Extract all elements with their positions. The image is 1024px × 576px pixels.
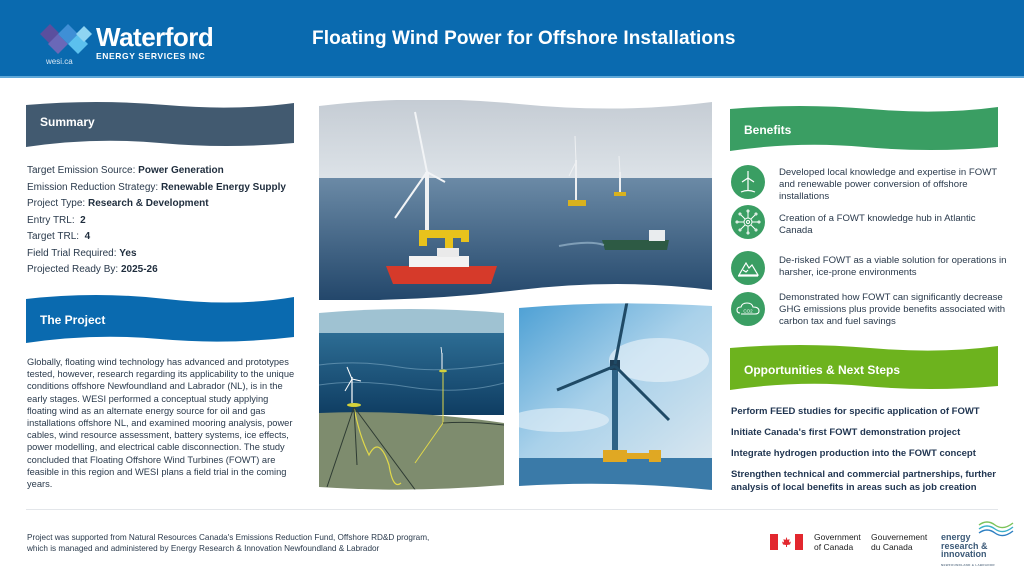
iceberg-icon — [731, 251, 765, 285]
summary-item: Emission Reduction Strategy: Renewable Energy Supply — [27, 181, 286, 193]
summary-heading: Summary — [40, 115, 95, 129]
benefit-text: Creation of a FOWT knowledge hub in Atlantic Canada — [779, 213, 976, 237]
summary-item: Projected Ready By: 2025-26 — [27, 264, 158, 275]
svg-text:CO2: CO2 — [743, 308, 753, 314]
eri-wordmark: energy research & innovation NEWFOUNDLAND & LABRADOR — [941, 532, 995, 567]
opportunity-item: Perform FEED studies for specific application of FOWT — [731, 406, 980, 417]
funding-acknowledgement — [27, 533, 429, 554]
wind-turbine-icon — [731, 165, 765, 199]
summary-list — [27, 163, 286, 279]
project-description: Globally, floating wind technology has advanced and prototypes tested, however, research regarding its applicability to the unique conditions offshore Newfoundland and Labrador (NL), is in the early stages. WESI performed a conceptual study applying floating wind as an alternate energy source for oil and gas installations offshore NL, and examined mooring analysis, power cables, wind resource assessment, battery systems, ice effects, power modelling, and electrical cable disconnection. The study concluded that Floating Offshore Wind Turbines (FOWT) are feasible in this region and WESI plans a field trial in the coming years. — [27, 357, 295, 490]
benefit-item — [731, 292, 1021, 332]
opportunity-item: Initiate Canada's first FOWT demonstration project — [731, 427, 961, 438]
summary-item: Entry TRL: 2 — [27, 214, 86, 226]
floating-turbine-closeup-photo — [519, 300, 712, 500]
benefit-item — [731, 165, 1021, 205]
energy-research-innovation-logo — [941, 519, 1021, 569]
benefit-item — [731, 251, 1021, 291]
project-heading: The Project — [40, 313, 106, 327]
benefit-text: De-risked FOWT as a viable solution for operations in harsher, ice-prone environments — [779, 255, 1007, 279]
funding-line: Project was supported from Natural Resources Canada's Emissions Reduction Fund, Offshore RD&D program, — [27, 533, 430, 542]
network-hub-icon — [731, 205, 765, 239]
benefits-heading-banner — [730, 105, 998, 151]
benefits-heading: Benefits — [744, 123, 792, 137]
mooring-diagram-photo — [319, 305, 504, 503]
benefit-text: Developed local knowledge and expertise in FOWT and renewable power conversion of offshore installations — [779, 167, 997, 203]
company-name: Waterford — [96, 22, 214, 52]
opportunity-item: Integrate hydrogen production into the FOWT concept — [731, 448, 976, 459]
government-en: Government of Canada — [814, 532, 861, 552]
company-subtitle: ENERGY SERVICES INC — [96, 51, 206, 61]
co2-cloud-icon — [731, 292, 765, 326]
offshore-wind-farm-photo — [319, 100, 712, 300]
funding-line: which is managed and administered by Energy Research & Innovation Newfoundland & Labrador — [27, 543, 380, 553]
benefit-item — [731, 205, 1021, 245]
opportunity-item: Strengthen technical and commercial partnerships, further analysis of local benefits in areas such as job creation — [731, 469, 997, 493]
page-title: Floating Wind Power for Offshore Installations — [312, 28, 736, 49]
opportunities-heading-banner — [730, 344, 998, 390]
benefit-text: Demonstrated how FOWT can significantly decrease GHG emissions plus provide benefits associated with carbon tax and fuel savings — [779, 292, 1006, 328]
government-fr: Gouvernement du Canada — [871, 532, 928, 552]
logo-url: wesi.ca — [46, 57, 73, 66]
summary-heading-banner — [26, 101, 294, 147]
summary-item: Target TRL: 4 — [27, 231, 91, 242]
summary-item: Target Emission Source: Power Generation — [27, 165, 224, 176]
canada-flag-icon — [770, 534, 803, 550]
summary-item: Field Trial Required: Yes — [27, 247, 137, 259]
project-heading-banner — [26, 293, 294, 343]
summary-item: Project Type: Research & Development — [27, 198, 209, 209]
header-bar — [0, 0, 1024, 78]
opportunities-heading: Opportunities & Next Steps — [744, 363, 901, 377]
company-logo — [96, 24, 213, 61]
opportunities-list — [731, 406, 1016, 503]
footer-divider — [26, 509, 998, 510]
